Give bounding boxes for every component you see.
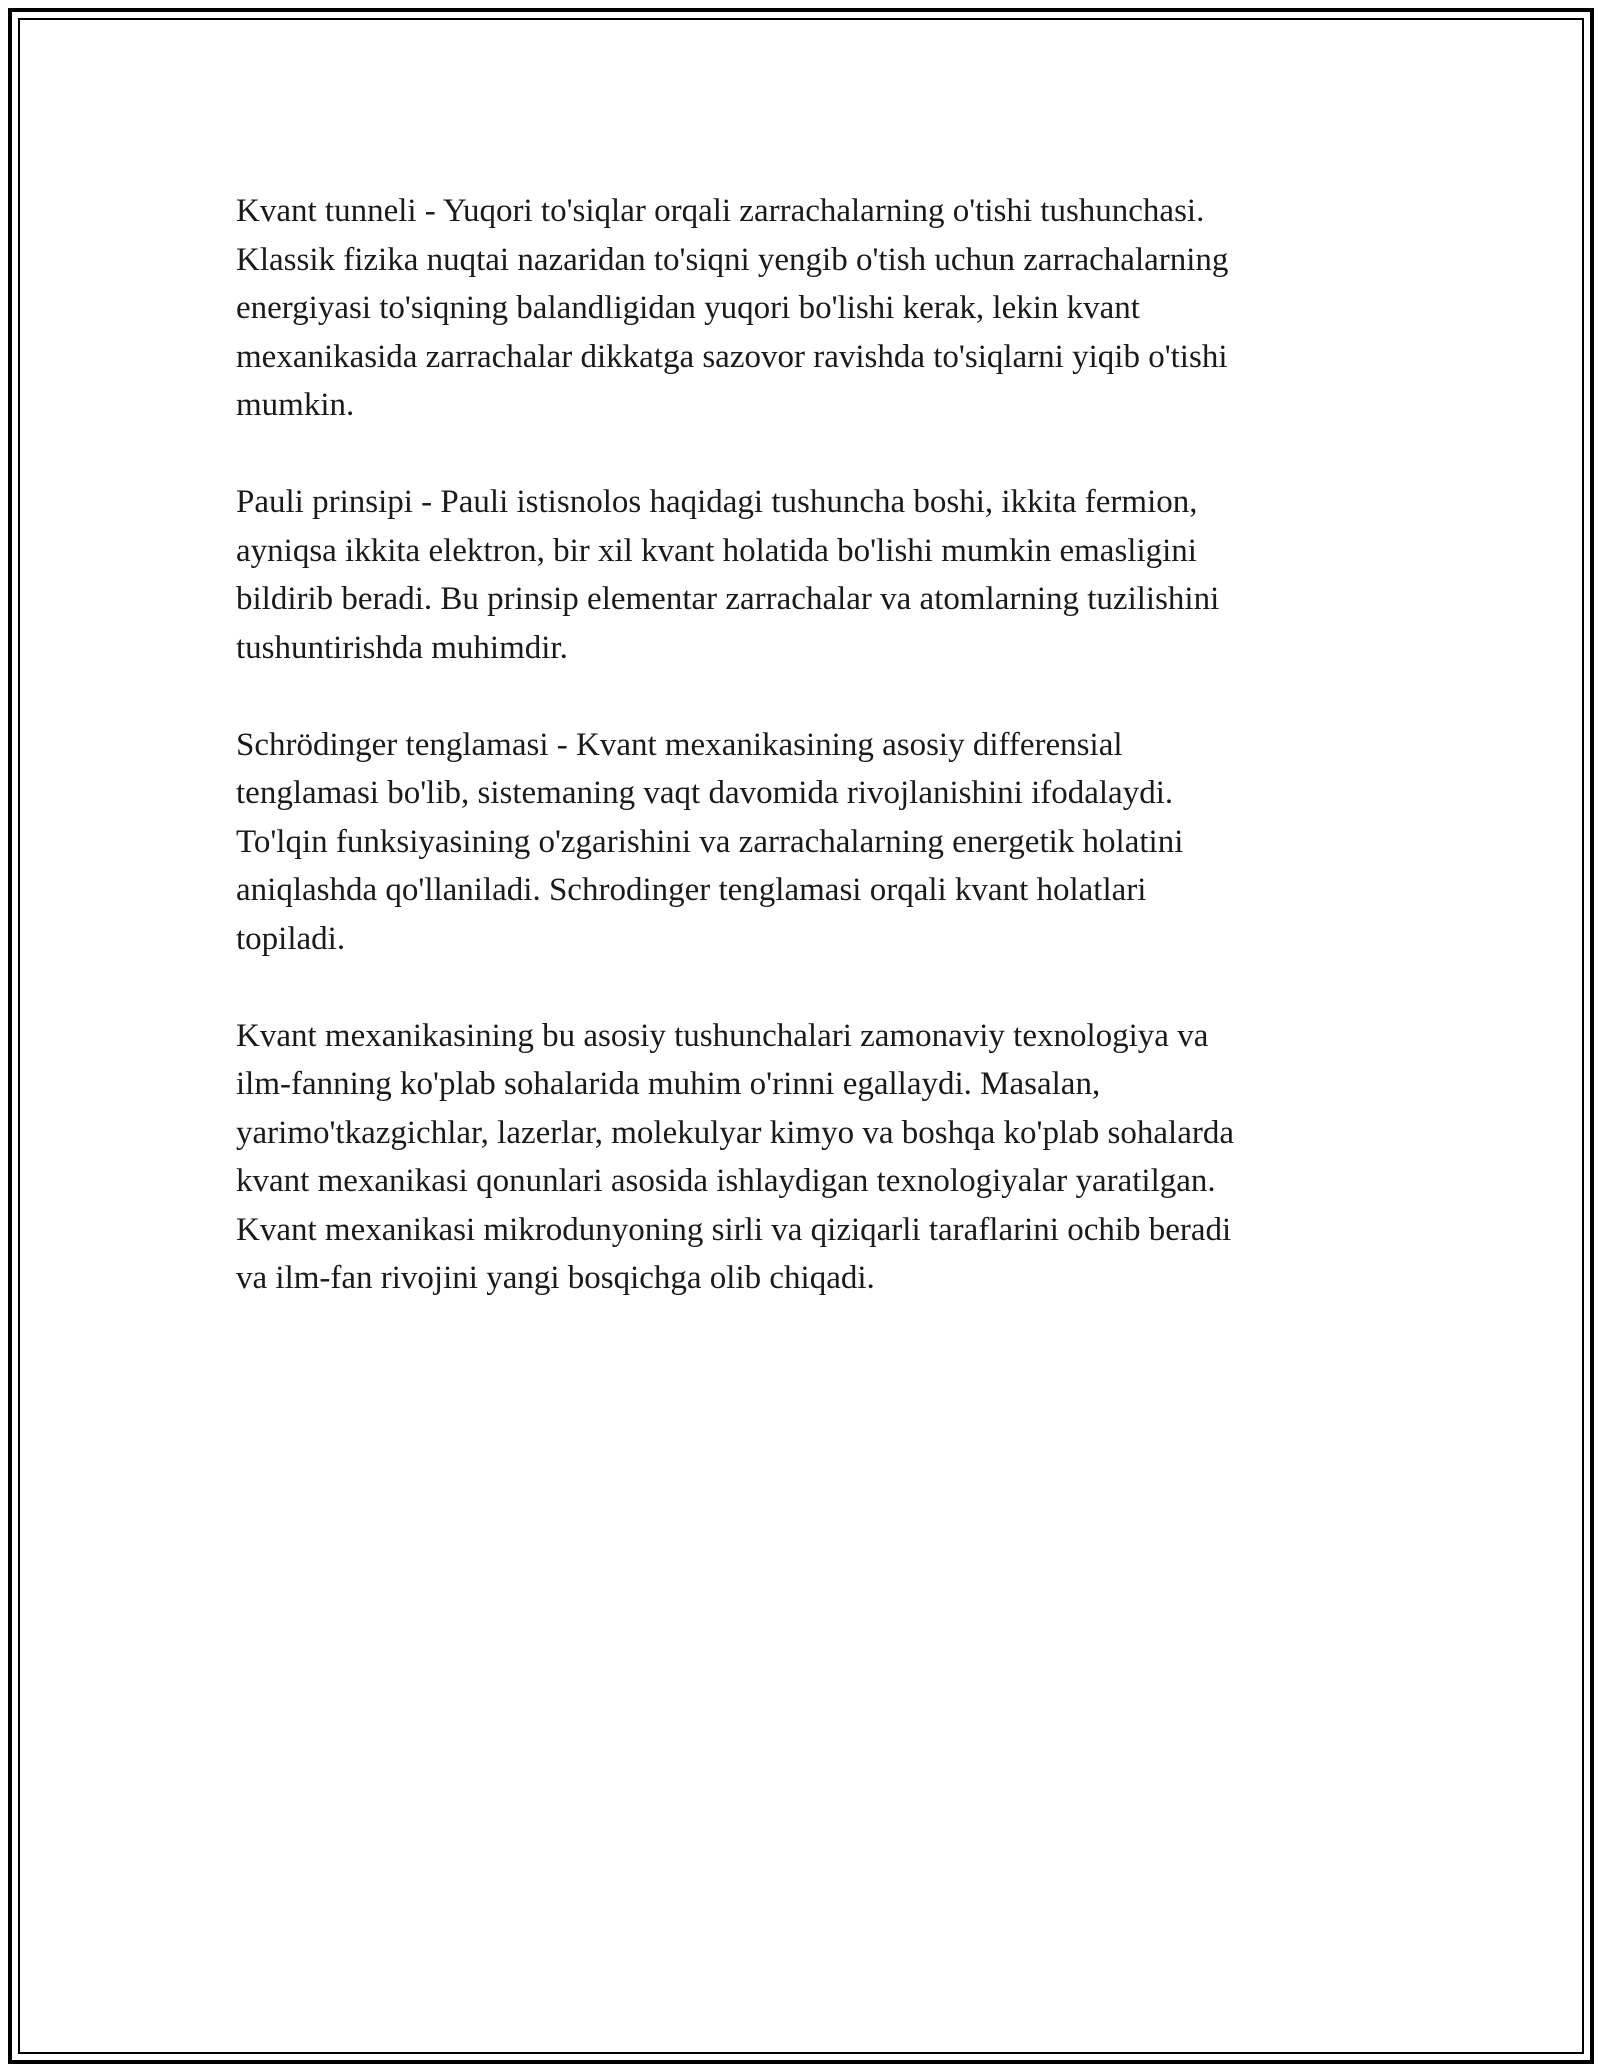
document-body: [236, 187, 1356, 1351]
text-line: Pauli prinsipi - Pauli istisnolos haqidagi tushuncha boshi, ikkita fermion,: [236, 484, 1198, 520]
paragraph-quantum-tunneling: [236, 187, 1356, 430]
text-line: Schrödinger tenglamasi - Kvant mexanikasining asosiy differensial: [236, 726, 1123, 763]
text-line: ilm-fanning ko'plab sohalarida muhim o'rinni egallaydi. Masalan,: [236, 1066, 1101, 1102]
text-line: tushuntirishda muhimdir.: [236, 629, 568, 666]
paragraph-pauli-principle: [236, 478, 1356, 672]
text-line: Kvant mexanikasining bu asosiy tushunchalari zamonaviy texnologiya va: [236, 1017, 1209, 1054]
text-line: bildirib beradi. Bu prinsip elementar zarrachalar va atomlarning tuzilishini: [236, 581, 1220, 617]
text-line: ayniqsa ikkita elektron, bir xil kvant holatida bo'lishi mumkin emasligini: [236, 532, 1197, 569]
text-line: energiyasi to'siqning balandligidan yuqori bo'lishi kerak, lekin kvant: [236, 290, 1140, 326]
text-line: Kvant tunneli - Yuqori to'siqlar orqali zarrachalarning o'tishi tushunchasi.: [236, 193, 1205, 229]
text-line: va ilm-fan rivojini yangi bosqichga olib chiqadi.: [236, 1260, 875, 1296]
paragraph-conclusion: [236, 1012, 1356, 1303]
text-line: mexanikasida zarrachalar dikkatga sazovor ravishda to'siqlarni yiqib o'tishi: [236, 338, 1228, 375]
text-line: tenglamasi bo'lib, sistemaning vaqt davomida rivojlanishini ifodalaydi.: [236, 775, 1174, 811]
text-line: kvant mexanikasi qonunlari asosida ishlaydigan texnologiyalar yaratilgan.: [236, 1163, 1216, 1199]
text-line: To'lqin funksiyasining o'zgarishini va zarrachalarning energetik holatini: [236, 823, 1184, 860]
text-line: mumkin.: [236, 387, 355, 423]
text-line: topiladi.: [236, 920, 346, 957]
paragraph-schrodinger-equation: [236, 721, 1356, 964]
text-line: Klassik fizika nuqtai nazaridan to'siqni yengib o'tish uchun zarrachalarning: [236, 241, 1229, 278]
text-line: yarimo'tkazgichlar, lazerlar, molekulyar kimyo va boshqa ko'plab sohalarda: [236, 1114, 1234, 1151]
text-line: aniqlashda qo'llaniladi. Schrodinger tenglamasi orqali kvant holatlari: [236, 872, 1147, 908]
text-line: Kvant mexanikasi mikrodunyoning sirli va qiziqarli taraflarini ochib beradi: [236, 1211, 1232, 1248]
